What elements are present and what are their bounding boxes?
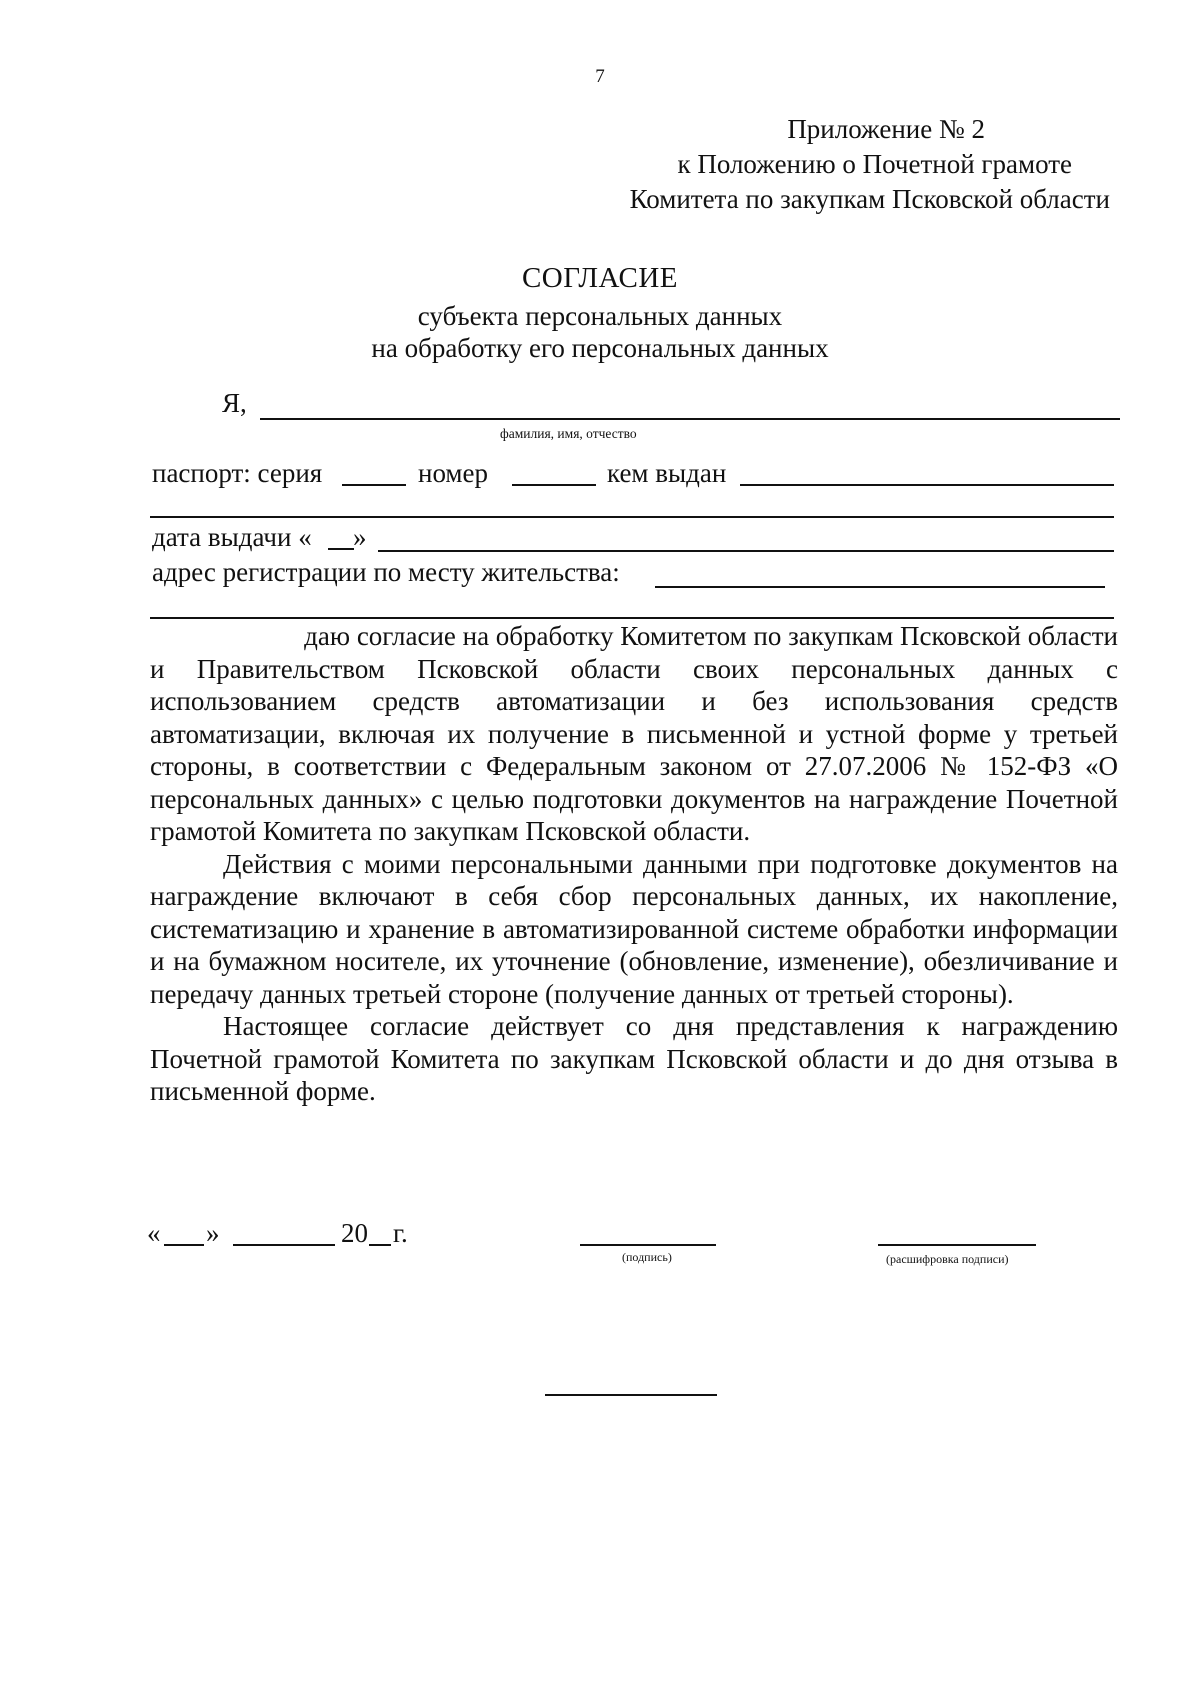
- fio-line[interactable]: [260, 418, 1120, 420]
- issued-by-label: кем выдан: [607, 458, 727, 488]
- paragraph-1-first: даю согласие на обработку Комитетом по закупкам Псковской области: [304, 621, 1118, 651]
- body-text: [150, 620, 1118, 1108]
- issued-by-line[interactable]: [740, 484, 1114, 486]
- signature-line[interactable]: [580, 1244, 716, 1246]
- sign-day-line[interactable]: [164, 1244, 204, 1246]
- signature-decode-caption: (расшифровка подписи): [886, 1252, 1009, 1266]
- sign-year-line[interactable]: [369, 1244, 391, 1246]
- passport-series-label: паспорт: серия: [152, 458, 323, 488]
- issue-date-label: дата выдачи «: [152, 522, 312, 552]
- signature-caption: (подпись): [622, 1250, 672, 1264]
- end-divider: [545, 1394, 717, 1396]
- address-line[interactable]: [655, 586, 1105, 588]
- paragraph-2: Действия с моими персональными данными при подготовке документов на награждение включают в себя сбор персональных данных, их накопление, систематизацию и хранение в автоматизированной системе обработки информации и на бумажном носителе, их уточнение (обновление, изменение), обезличивание и передачу данных третьей стороне (получение данных от третьей стороны).: [150, 848, 1118, 1009]
- passport-number-label: номер: [418, 458, 489, 488]
- address-line-2[interactable]: [150, 617, 1114, 619]
- fio-caption: фамилия, имя, отчество: [500, 426, 637, 441]
- sign-date-open: «: [147, 1218, 161, 1248]
- appendix-line-1: Приложение № 2: [787, 114, 985, 144]
- sign-date-close: »: [206, 1218, 220, 1248]
- issue-day-line[interactable]: [328, 548, 354, 550]
- page-number: 7: [595, 66, 605, 87]
- sign-year-prefix: 20: [341, 1218, 368, 1248]
- passport-series-line[interactable]: [342, 484, 406, 486]
- paragraph-1-rest: и Правительством Псковской области своих персональных данных с использованием средств автоматизации и без использования средств автоматизации, включая их получение в письменной и устной форме у третьей стороны, в соответствии с Федеральным законом от 27.07.2006 № 152-ФЗ «О персональных данных» с целью подготовки документов на награждение Почетной грамотой Комитета по закупкам Псковской области.: [150, 653, 1118, 846]
- sign-year-suffix: г.: [393, 1218, 408, 1248]
- issued-by-line-2[interactable]: [150, 516, 1114, 518]
- ya-label: Я,: [222, 388, 247, 418]
- appendix-line-3: Комитета по закупкам Псковской области: [629, 184, 1110, 214]
- paragraph-3: Настоящее согласие действует со дня представления к награждению Почетной грамотой Комитета по закупкам Псковской области и до дня отзыва в письменной форме.: [150, 1011, 1118, 1106]
- address-label: адрес регистрации по месту жительства:: [152, 557, 620, 587]
- issue-date-line[interactable]: [378, 550, 1114, 552]
- appendix-header: [550, 112, 1110, 217]
- sign-month-line[interactable]: [233, 1244, 335, 1246]
- appendix-line-2: к Положению о Почетной грамоте: [677, 149, 1072, 179]
- title-main: СОГЛАСИЕ: [521, 262, 679, 294]
- passport-number-line[interactable]: [512, 484, 596, 486]
- document-title: [0, 262, 1200, 364]
- signature-decode-line[interactable]: [878, 1244, 1036, 1246]
- issue-date-close: »: [353, 522, 367, 552]
- title-sub-1: субъекта персональных данных: [417, 301, 783, 331]
- title-sub-2: на обработку его персональных данных: [371, 333, 829, 363]
